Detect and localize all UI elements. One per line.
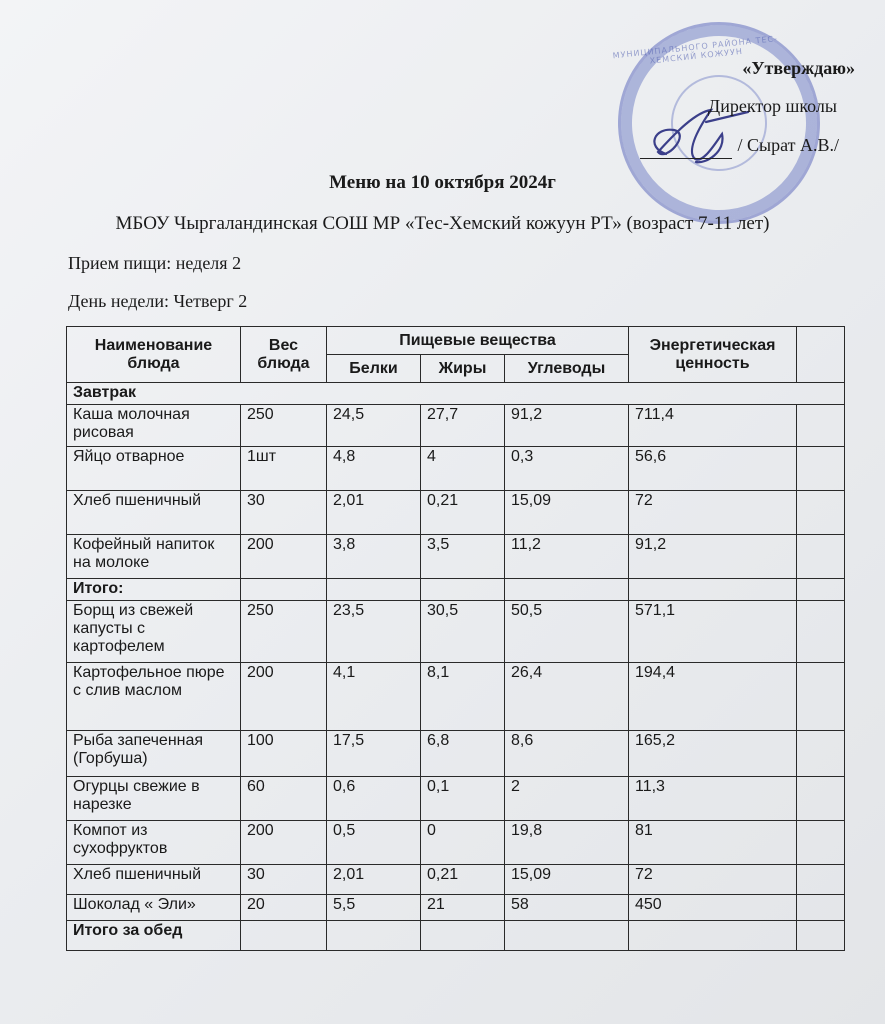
dish-protein: 4,1 (327, 663, 421, 731)
dish-protein: 24,5 (327, 405, 421, 447)
table-row (67, 405, 845, 447)
table-row (67, 663, 845, 731)
empty-cell (797, 447, 845, 491)
empty-cell (505, 921, 629, 951)
dish-fat: 0,21 (421, 865, 505, 895)
table-row (67, 865, 845, 895)
dish-fat: 3,5 (421, 535, 505, 579)
empty-cell (797, 731, 845, 777)
dish-carbs: 19,8 (505, 821, 629, 865)
table-row (67, 895, 845, 921)
dish-carbs: 11,2 (505, 535, 629, 579)
breakfast-total-row (67, 579, 845, 601)
signature-line (640, 158, 732, 159)
dish-protein: 17,5 (327, 731, 421, 777)
empty-cell (327, 579, 421, 601)
dish-weight: 200 (241, 663, 327, 731)
dish-energy: 91,2 (629, 535, 797, 579)
dish-carbs: 2 (505, 777, 629, 821)
header-protein: Белки (327, 355, 421, 383)
dish-carbs: 15,09 (505, 865, 629, 895)
dish-carbs: 0,3 (505, 447, 629, 491)
dish-weight: 200 (241, 535, 327, 579)
dish-name: Рыба запеченная (Горбуша) (67, 731, 241, 777)
dish-name: Огурцы свежие в нарезке (67, 777, 241, 821)
table-row (67, 777, 845, 821)
dish-energy: 11,3 (629, 777, 797, 821)
total-label: Итого: (67, 579, 241, 601)
dish-protein: 2,01 (327, 865, 421, 895)
dish-energy: 571,1 (629, 601, 797, 663)
dish-energy: 450 (629, 895, 797, 921)
dish-name: Кофейный напиток на молоке (67, 535, 241, 579)
empty-cell (797, 777, 845, 821)
dish-weight: 30 (241, 865, 327, 895)
dish-weight: 60 (241, 777, 327, 821)
dish-fat: 0,21 (421, 491, 505, 535)
dish-protein: 0,5 (327, 821, 421, 865)
dish-name: Компот из сухофруктов (67, 821, 241, 865)
dish-protein: 3,8 (327, 535, 421, 579)
dish-energy: 165,2 (629, 731, 797, 777)
table-row (67, 601, 845, 663)
dish-energy: 72 (629, 491, 797, 535)
dish-name: Борщ из свежей капусты с картофелем (67, 601, 241, 663)
dish-protein: 4,8 (327, 447, 421, 491)
dish-protein: 2,01 (327, 491, 421, 535)
empty-cell (797, 601, 845, 663)
total-label: Итого за обед (67, 921, 241, 951)
dish-weight: 1шт (241, 447, 327, 491)
dish-weight: 250 (241, 405, 327, 447)
empty-cell (797, 405, 845, 447)
table-row (67, 535, 845, 579)
empty-cell (797, 865, 845, 895)
dish-weight: 20 (241, 895, 327, 921)
page-title: Меню на 10 октября 2024г (329, 172, 556, 193)
dish-energy: 711,4 (629, 405, 797, 447)
section-breakfast (67, 383, 845, 405)
dish-fat: 0 (421, 821, 505, 865)
header-energy: Энергетическая ценность (629, 327, 797, 383)
approval-role: Директор школы (707, 96, 837, 116)
dish-fat: 0,1 (421, 777, 505, 821)
lunch-total-row (67, 921, 845, 951)
dish-carbs: 26,4 (505, 663, 629, 731)
empty-cell (797, 921, 845, 951)
dish-fat: 6,8 (421, 731, 505, 777)
header-dish: Наименование блюда (67, 327, 241, 383)
header-carbs: Углеводы (505, 355, 629, 383)
dish-protein: 23,5 (327, 601, 421, 663)
empty-cell (241, 579, 327, 601)
dish-energy: 194,4 (629, 663, 797, 731)
dish-weight: 30 (241, 491, 327, 535)
table-row (67, 731, 845, 777)
dish-protein: 5,5 (327, 895, 421, 921)
empty-cell (629, 579, 797, 601)
dish-energy: 56,6 (629, 447, 797, 491)
approval-title: «Утверждаю» (742, 58, 855, 78)
empty-cell (797, 535, 845, 579)
dish-weight: 200 (241, 821, 327, 865)
dish-carbs: 15,09 (505, 491, 629, 535)
dish-carbs: 58 (505, 895, 629, 921)
dish-carbs: 50,5 (505, 601, 629, 663)
weekday: День недели: Четверг 2 (68, 291, 248, 311)
empty-cell (797, 663, 845, 731)
dish-weight: 100 (241, 731, 327, 777)
table-row (67, 491, 845, 535)
menu-table (66, 326, 845, 951)
dish-fat: 27,7 (421, 405, 505, 447)
header-nutrients: Пищевые вещества (327, 327, 629, 355)
dish-fat: 21 (421, 895, 505, 921)
empty-cell (421, 579, 505, 601)
empty-cell (797, 491, 845, 535)
dish-fat: 4 (421, 447, 505, 491)
school-name: МБОУ Чыргаландинская СОШ МР «Тес-Хемский кожуун РТ» (возраст 7-11 лет) (115, 213, 770, 234)
dish-weight: 250 (241, 601, 327, 663)
dish-name: Картофельное пюре с слив маслом (67, 663, 241, 731)
dish-name: Хлеб пшеничный (67, 865, 241, 895)
dish-fat: 30,5 (421, 601, 505, 663)
dish-name: Хлеб пшеничный (67, 491, 241, 535)
header-extra (797, 327, 845, 383)
dish-energy: 81 (629, 821, 797, 865)
dish-fat: 8,1 (421, 663, 505, 731)
dish-energy: 72 (629, 865, 797, 895)
empty-cell (505, 579, 629, 601)
empty-cell (797, 821, 845, 865)
approval-name: / Сырат А.В./ (737, 135, 839, 155)
empty-cell (797, 895, 845, 921)
empty-cell (327, 921, 421, 951)
header-weight: Вес блюда (241, 327, 327, 383)
stamp-text: МУНИЦИПАЛЬНОГО РАЙОНА ТЕС-ХЕМСКИЙ КОЖУУН (612, 34, 779, 66)
dish-name: Шоколад « Эли» (67, 895, 241, 921)
empty-cell (421, 921, 505, 951)
header-fat: Жиры (421, 355, 505, 383)
meal-week: Прием пищи: неделя 2 (68, 253, 242, 273)
dish-protein: 0,6 (327, 777, 421, 821)
table-row (67, 447, 845, 491)
dish-name: Каша молочная рисовая (67, 405, 241, 447)
section-label: Завтрак (67, 383, 845, 405)
empty-cell (797, 579, 845, 601)
dish-carbs: 91,2 (505, 405, 629, 447)
empty-cell (629, 921, 797, 951)
empty-cell (241, 921, 327, 951)
table-row (67, 821, 845, 865)
dish-carbs: 8,6 (505, 731, 629, 777)
dish-name: Яйцо отварное (67, 447, 241, 491)
